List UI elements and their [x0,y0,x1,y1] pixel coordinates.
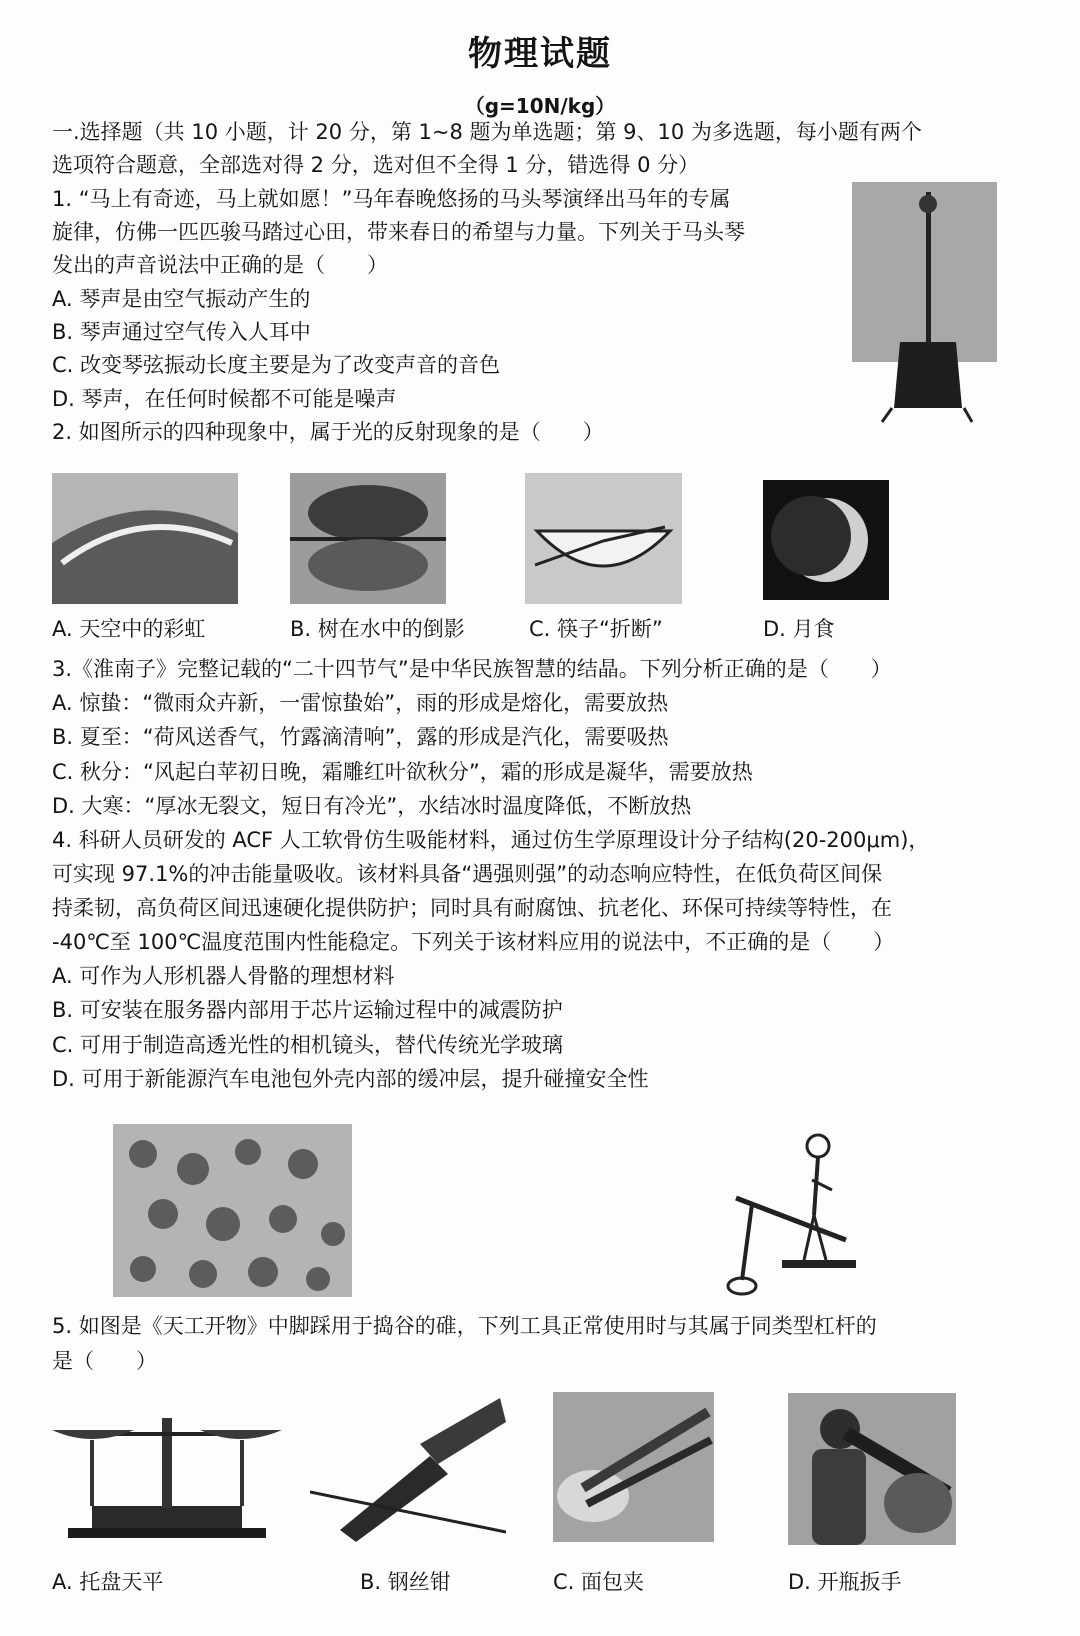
q3-option-b: B. 夏至：“荷风送香气，竹露滴清响”，露的形成是汽化，需要吸热 [52,725,669,749]
q2-option-c: C. 筷子“折断” [529,617,663,641]
q4-option-c: C. 可用于制造高透光性的相机镜头，替代传统光学玻璃 [52,1033,564,1057]
wire-pliers-image [310,1392,506,1542]
q1-stem-line1: 1. “马上有奇迹，马上就如愿！”马年春晚悠扬的马头琴演绎出马年的专属 [52,187,731,211]
bread-tongs-image [553,1392,714,1542]
q5-stem-line1: 5. 如图是《天工开物》中脚踩用于捣谷的碓，下列工具正常使用时与其属于同类型杠杆的 [52,1314,877,1338]
q4-stem-line3: 持柔韧，高负荷区间迅速硬化提供防护；同时具有耐腐蚀、抗老化、环保可持续等特性，在 [52,896,892,920]
q3-option-c: C. 秋分：“风起白苹初日晚，霜雕红叶欲秋分”，霜的形成是凝华，需要放热 [52,760,753,784]
page-title: 物理试题 [468,34,612,74]
section-instructions-line2: 选项符合题意，全部选对得 2 分，选对但不全得 1 分，错选得 0 分） [52,153,700,177]
chopsticks-bowl-image [525,473,682,604]
section-instructions-line1: 一.选择题（共 10 小题，计 20 分，第 1~8 题为单选题；第 9、10 为多选题，每小题有两个 [52,120,922,144]
q1-stem-line3: 发出的声音说法中正确的是（ ） [52,253,388,277]
q4-stem-line1: 4. 科研人员研发的 ACF 人工软骨仿生吸能材料，通过仿生学原理设计分子结构(20-200μm)， [52,828,930,852]
q5-option-d: D. 开瓶扳手 [788,1570,902,1594]
q4-stem-line4: -40℃至 100℃温度范围内性能稳定。下列关于该材料应用的说法中，不正确的是（ ） [52,930,895,954]
q5-option-b: B. 钢丝钳 [360,1570,451,1594]
q1-option-b: B. 琴声通过空气传入人耳中 [52,320,311,344]
tray-balance-image [52,1390,282,1545]
q5-stem-line2: 是（ ） [52,1349,157,1373]
q1-option-d: D. 琴声，在任何时候都不可能是噪声 [52,387,397,411]
q2-option-a: A. 天空中的彩虹 [52,617,206,641]
q5-option-c: C. 面包夹 [553,1570,645,1594]
rainbow-image [52,473,238,604]
lunar-eclipse-image [763,480,889,600]
q4-option-b: B. 可安装在服务器内部用于芯片运输过程中的减震防护 [52,998,563,1022]
q2-option-d: D. 月食 [763,617,835,641]
tiangong-kaiwu-pestle-image [722,1120,862,1298]
q3-option-d: D. 大寒：“厚冰无裂文，短日有冷光”，水结冰时温度降低，不断放热 [52,794,692,818]
q1-stem-line2: 旋律，仿佛一匹匹骏马踏过心田，带来春日的希望与力量。下列关于马头琴 [52,220,745,244]
q1-option-c: C. 改变琴弦振动长度主要是为了改变声音的音色 [52,353,501,377]
q4-stem-line2: 可实现 97.1%的冲击能量吸收。该材料具备“遇强则强”的动态响应特性，在低负荷区间保 [52,862,883,886]
bottle-opener-image [788,1393,956,1545]
q5-option-a: A. 托盘天平 [52,1570,164,1594]
q3-stem: 3.《淮南子》完整记载的“二十四节气”是中华民族智慧的结晶。下列分析正确的是（ ） [52,657,892,681]
q3-option-a: A. 惊蛰：“微雨众卉新，一雷惊蛰始”，雨的形成是熔化，需要放热 [52,691,669,715]
q2-option-b: B. 树在水中的倒影 [290,617,465,641]
acf-material-microstructure-image [113,1124,352,1297]
q1-option-a: A. 琴声是由空气振动产生的 [52,287,311,311]
gravity-constant-note: （g=10N/kg） [464,94,616,118]
horsehead-fiddle-image [852,182,997,428]
tree-reflection-image [290,473,446,604]
q4-option-a: A. 可作为人形机器人骨骼的理想材料 [52,964,395,988]
q4-option-d: D. 可用于新能源汽车电池包外壳内部的缓冲层，提升碰撞安全性 [52,1067,649,1091]
q2-stem: 2. 如图所示的四种现象中，属于光的反射现象的是（ ） [52,420,604,444]
